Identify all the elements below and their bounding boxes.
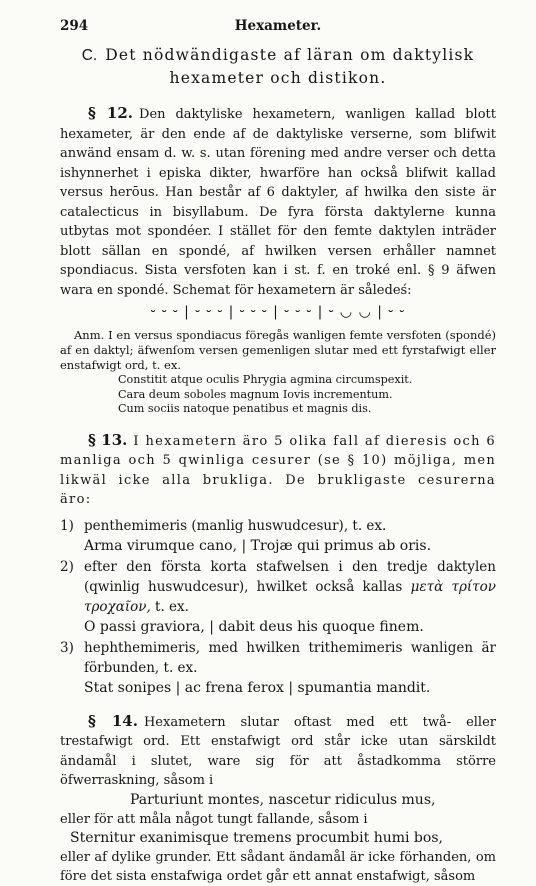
list-item-text-wrap (84, 557, 496, 617)
latin-example: Stat sonipes | ac frena ferox | spumantia mandit. (84, 679, 431, 696)
section-12-text: Den daktyliske hexametern, wanligen kallad blott hexameter, är den ende af de daktyliske verserne, som blifwit anwänd ensam d. w. s. utan förening med andre verser och detta ishynnerhet i episka dikter, hwarföre han också blifwit kallad versus herōus. Han består af 6 daktyler, af hwilka den siste är catalecticus in bisyllabum. De fyra första daktylerne kunna utbytas mot spondéer. I stället för den femte daktylen inträder blott sällan en spondé, af hwilken versen erhåller namnet spondiacus. Sista versfoten kan i st. f. en troké enl. § 9 äfwen wara en spondé. Schemat för hexametern är såledeś: (60, 107, 496, 298)
list-item (60, 516, 496, 536)
section-14-text-c: eller af dylike grunder. Ett sådant ändamål är icke förhanden, om före det sista enstafwiga ordet går ett annat enstafwigt, såsom (60, 849, 496, 884)
section-12-number: § 12. (88, 104, 134, 122)
chapter-title-text1: Det nödwändigaste af läran om daktylisk (105, 46, 475, 64)
chapter-title (60, 44, 496, 90)
section-12-paragraph (60, 104, 496, 300)
latin-example: Arma virumque cano, | Trojæ qui primus ab oris. (84, 537, 432, 554)
latin-quote-1: Constitit atque oculis Phrygia agmina circumspexit. (118, 373, 413, 386)
latin-example: Sternitur exanimisque tremens procumbit humi bos, (70, 829, 443, 846)
section-12-note: Anm. I en versus spondiacus föregås wanligen femte versfoten (spondé) af en daktyl; äfwenſom versen gemenligen slutar med ett fyrstafwigt eller enstafwigt ord, t. ex. (60, 328, 496, 372)
list-item-number: 3) (60, 639, 74, 656)
list-item-text: efter den första korta stafwelsen i den tredje daktylen (qwinlig huswudcesur), hwilket också kallas (84, 558, 496, 595)
list-item-text: hephthemimeris, med hwilken trithemimeris wanligen är förbunden, t. ex. (84, 639, 496, 676)
metrical-schema: ⏑ ⏑ ⏑ | ⏑ ⏑ ⏑ | ⏑ ⏑ ⏑ | ⏑ ⏑ ⏑ | ⏑ ◡ ◡ | ⏑ ⏑ (150, 304, 406, 320)
chapter-label: C. (81, 47, 98, 64)
latin-quote-2: Cara deum soboles magnum Iovis incrementum. (118, 387, 393, 401)
list-item-number: 2) (60, 558, 74, 575)
section-14-paragraph (60, 712, 496, 791)
section-13-paragraph (60, 431, 496, 510)
example-marker: t. ex. (155, 598, 189, 615)
greek-term: μετὰ τρίτον τροχαῖον, (84, 578, 496, 615)
running-head: Hexameter. (234, 18, 322, 34)
section-13-text: I hexametern äro 5 olika fall af dieresis och 6 manliga och 5 qwinliga cesurer (se § 10) möjliga, men likwäl icke alla brukliga. De brukligaste cesurerna äro: (60, 433, 497, 507)
page-number: 294 (60, 18, 89, 34)
section-14-number: § 14. (88, 711, 138, 730)
caesura-list (60, 516, 496, 698)
section-13-number: § 13. (88, 430, 128, 449)
list-item-text: penthemimeris (manlig huswudcesur), t. ex. (84, 517, 387, 534)
chapter-title-line1 (60, 44, 496, 67)
chapter-title-line2: hexameter och distikon. (169, 69, 387, 87)
section-14-text-b: eller för att måla något tungt fallande, såsom i (60, 811, 368, 827)
section-14-text: Hexametern slutar oftast med ett twå- eller trestafwigt ord. Ett enstafwigt ord står icke utan särskildt ändamål i slutet, ware sig för att åstadkomma större öfwerraskning, såsom i (60, 714, 496, 788)
latin-quote-3: Cum sociis natoque penatibus et magnis dis. (118, 402, 372, 415)
list-item-number: 1) (60, 517, 74, 534)
page-header (60, 16, 496, 40)
list-item (60, 638, 496, 678)
latin-example: Parturiunt montes, nascetur ridiculus mus, (130, 791, 436, 808)
list-item (60, 557, 496, 617)
latin-example: O passi graviora, | dabit deus his quoque finem. (84, 618, 424, 635)
